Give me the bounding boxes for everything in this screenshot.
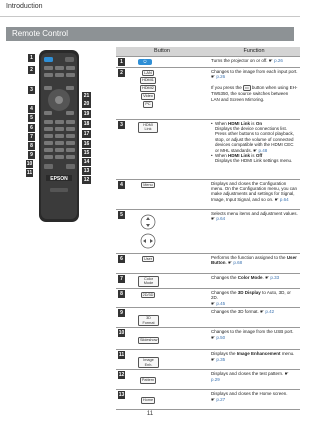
function-text: Displays and closes the Home screen.: [211, 391, 288, 397]
callout-1: 1: [28, 54, 35, 62]
page-ref: p.68: [233, 260, 243, 266]
row-number: 9: [118, 309, 125, 317]
row-number: 11: [118, 352, 125, 359]
list-item: • When HDMI Link is On Displays the device connections list. Press other buttons to control playback, stop, or adjust the volume of connected devices compatible with the HDMI CEC or MHL standards. ☛ p.48: [211, 121, 298, 153]
row-number: 3: [118, 121, 125, 129]
source-button-stack: [138, 69, 158, 108]
power-icon: ⏻: [138, 59, 152, 65]
pointer-icon: ☛: [253, 147, 258, 153]
table-row: [116, 179, 300, 209]
function-text: Selects menu items and adjustment values.: [211, 210, 298, 216]
row-number: 13: [118, 392, 125, 399]
menu-button-icon: Menu: [143, 182, 153, 187]
row-number: 1: [118, 58, 125, 66]
callout-14: 14: [83, 159, 90, 165]
2d3d-button-icon: 2D/3D: [142, 292, 154, 297]
table-row: [116, 390, 300, 410]
callout-21: 21: [83, 93, 90, 99]
row-number: 5: [118, 211, 125, 219]
row-number: 8: [118, 290, 125, 298]
callout-4: 4: [28, 105, 35, 113]
pointer-icon: ☛: [268, 57, 273, 63]
callout-13: 13: [83, 168, 90, 174]
section-banner: [6, 27, 294, 41]
page-ref: p.26: [274, 57, 283, 63]
arrow-pad-icon: [138, 213, 208, 252]
hdmi-link-list: [211, 121, 298, 164]
callout-3: 3: [28, 86, 35, 94]
callout-6: 6: [28, 124, 35, 132]
home-button-icon: Home: [142, 398, 154, 403]
button-function-table: [116, 47, 300, 410]
pointer-icon: ☛: [265, 274, 270, 280]
function-text: Displays and closes the Configuration menu. On the Configuration menu, you can make adjustments and settings for Signal, Image, Input Signal, and so on.: [211, 180, 298, 202]
table-row: [116, 67, 300, 119]
callout-19: 19: [83, 111, 90, 117]
row-number: 10: [118, 330, 125, 337]
function-text: button when using EH-TW5350, the source switches between LAN and Screen Mirroring.: [211, 84, 298, 102]
callout-17: 17: [83, 131, 90, 137]
function-text: Displays and closes the test pattern.: [211, 371, 284, 377]
page-ref: p.50: [216, 334, 226, 340]
page-header: [0, 0, 300, 17]
callout-2: 2: [28, 66, 35, 74]
page-ref: p.48: [258, 147, 268, 153]
col-header-function: Function: [208, 47, 300, 56]
table-row: [116, 370, 300, 390]
function-text: If you press the: [211, 84, 242, 90]
3d-format-button-icon: 3D Format: [138, 315, 159, 326]
pointer-icon: ☛: [211, 356, 216, 362]
callout-7: 7: [28, 133, 35, 141]
table-row: [116, 56, 300, 67]
callout-15: 15: [83, 150, 90, 156]
function-text: Changes the 3D format.: [211, 309, 259, 315]
function-text: Changes to the image from each input port.: [211, 68, 298, 74]
pointer-icon: ☛: [211, 215, 216, 221]
table-row: 6 User Performs the function assigned to the User Button. ☛ p.68: [116, 253, 300, 273]
list-item: • When HDMI Link is Off Displays the HDMI Link settings menu.: [211, 153, 298, 164]
callout-11: 11: [26, 170, 33, 176]
pc-button-icon: PC: [145, 102, 151, 107]
callout-16: 16: [83, 141, 90, 147]
pointer-icon: ☛: [211, 73, 216, 79]
col-header-button: Button: [116, 47, 208, 56]
pointer-icon: ☛: [211, 300, 216, 306]
row-number: 12: [118, 372, 125, 379]
page-ref: p.33: [270, 274, 280, 280]
table-row: [116, 119, 300, 179]
table-row: 8 2D/3D Changes the 3D Display to Auto, 3D, or 2D. ☛ p.45: [116, 288, 300, 307]
remote-brand: EPSON: [50, 176, 68, 182]
callout-20: 20: [83, 101, 90, 107]
hdmi-link-button-icon: HDMI Link: [138, 122, 158, 133]
color-mode-button-icon: Color Mode: [138, 276, 159, 287]
page-ref: p.64: [279, 196, 289, 202]
table-row: [116, 308, 300, 328]
pointer-icon: ☛: [211, 334, 216, 340]
table-row: [116, 209, 300, 253]
page-ref: p.64: [216, 215, 226, 221]
section-title: Introduction: [6, 3, 43, 10]
slideshow-button-icon: Slideshow: [140, 338, 158, 343]
user-button-icon: User: [143, 256, 153, 261]
page-ref: p.29: [211, 376, 220, 382]
page-ref: p.26: [216, 73, 226, 79]
page-ref: p.27: [216, 396, 226, 402]
row-number: 7: [118, 275, 125, 283]
remote-control-illustration: [20, 48, 98, 224]
pointer-icon: ☛: [284, 371, 289, 377]
lan-button-icon: LAN: [144, 70, 152, 75]
pointer-icon: ☛: [211, 396, 216, 402]
image-enhancement-button-icon: Image Enh.: [138, 357, 159, 368]
callout-9: 9: [28, 151, 35, 159]
callout-10: 10: [26, 161, 33, 167]
table-row: [116, 328, 300, 350]
row-number: 2: [118, 69, 125, 77]
function-text: Changes to the image from the USB port.: [211, 329, 294, 335]
pattern-button-icon: Pattern: [141, 378, 155, 383]
hdmi2-button-icon: HDMI2: [142, 86, 154, 91]
row-number: 6: [118, 255, 125, 263]
callout-12: 12: [83, 177, 90, 183]
page-ref: p.42: [265, 309, 275, 315]
table-row: 7 Color Mode Changes the Color Mode. ☛ p.33: [116, 273, 300, 288]
hdmi1-button-icon: HDMI1: [142, 78, 154, 83]
row-number: 4: [118, 181, 125, 189]
table-row: 11 Image Enh. Displays the Image Enhancement menu. ☛ p.35: [116, 350, 300, 370]
page-ref: p.45: [216, 300, 226, 306]
page-ref: p.35: [216, 356, 226, 362]
callout-18: 18: [83, 121, 90, 127]
pointer-icon: ☛: [260, 309, 265, 315]
pointer-icon: ☛: [274, 196, 279, 202]
function-text: Turns the projector on or off.: [211, 57, 268, 63]
callout-5: 5: [28, 114, 35, 122]
lan-button-icon: ▭: [245, 85, 249, 90]
callout-8: 8: [28, 142, 35, 150]
banner-title: Remote Control: [12, 29, 69, 38]
pointer-icon: ☛: [228, 260, 233, 266]
video-button-icon: Video: [143, 94, 153, 99]
page-number: 11: [146, 411, 154, 417]
